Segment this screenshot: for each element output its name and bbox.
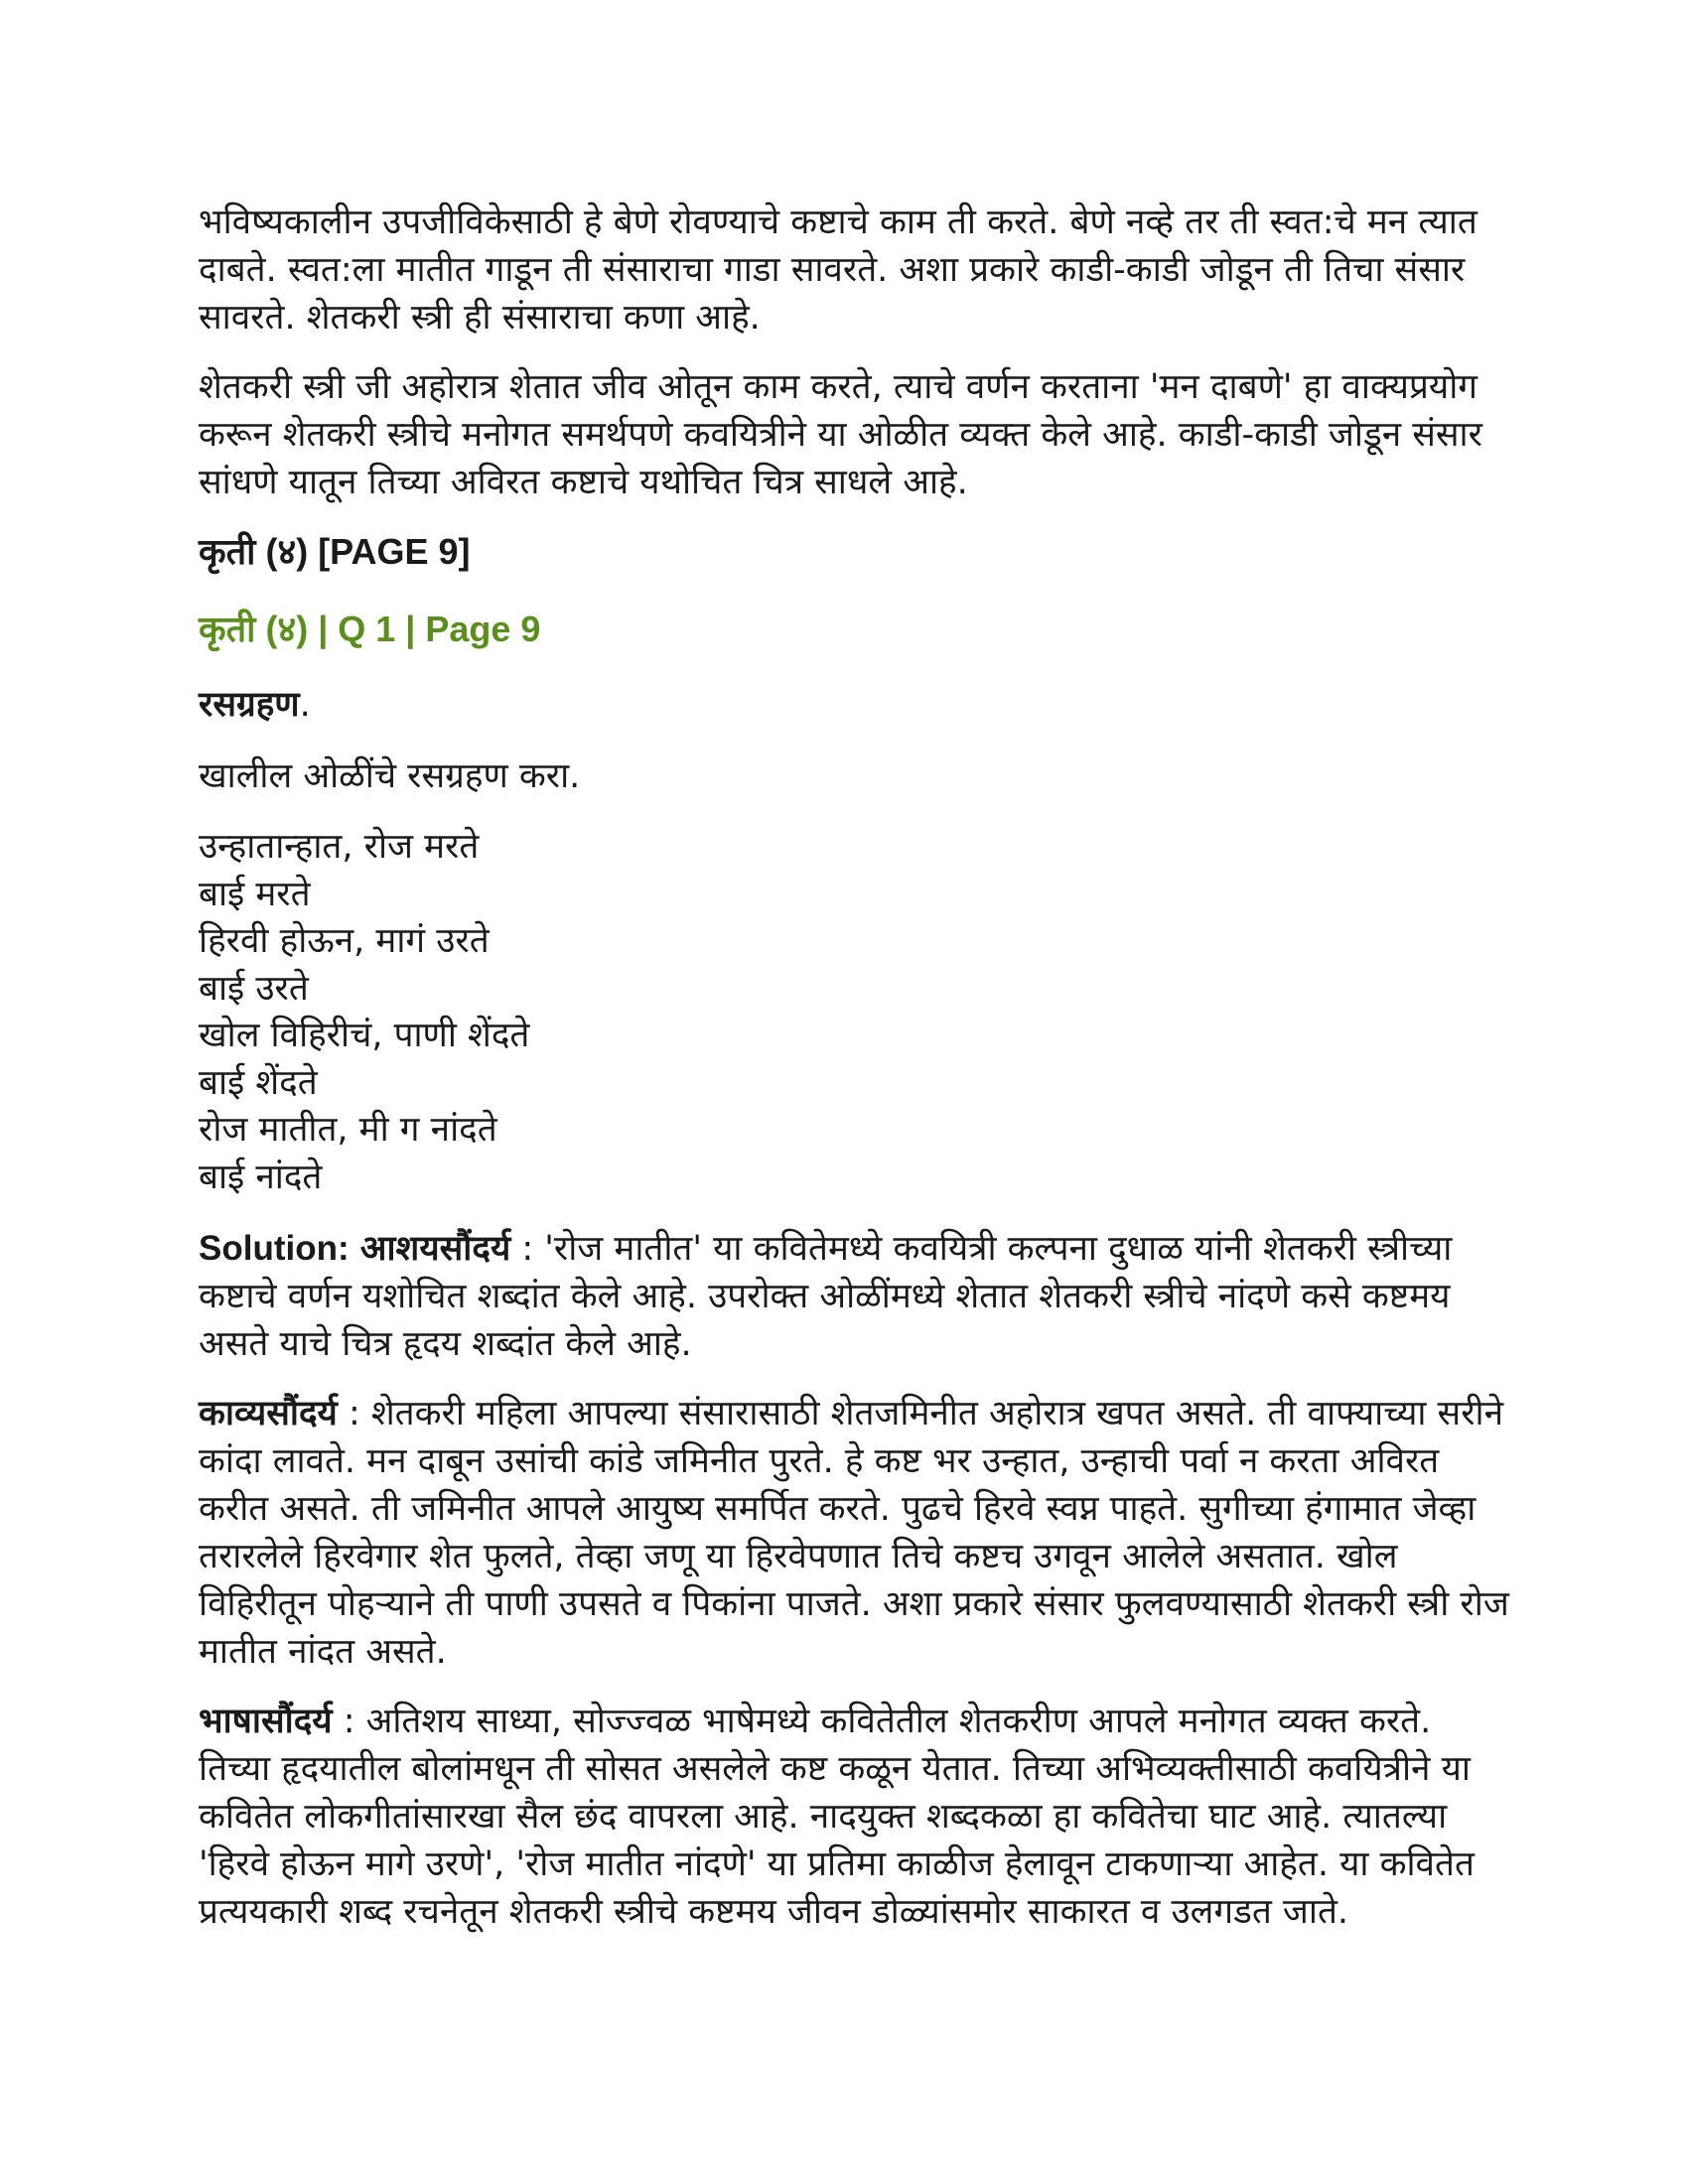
question-type: रसग्रहण [199, 685, 300, 725]
section-term-kavya: काव्यसौंदर्य [199, 1394, 338, 1433]
question-type-line [199, 681, 1509, 729]
solution-section-bhasha [199, 1698, 1509, 1936]
section-heading: कृती (४) [PAGE 9] [199, 531, 471, 572]
poem-line: उन्हातान्हात, रोज मरते [199, 827, 480, 867]
poem-line: बाई उरते [199, 968, 309, 1009]
question-heading: कृती (४) | Q 1 | Page 9 [199, 609, 541, 649]
instruction: खालील ओळींचे रसग्रहण करा. [199, 756, 581, 796]
poem-line: रोज मातीत, मी ग नांदते [199, 1110, 497, 1150]
section-term-ashay: आशयसौंदर्य [359, 1229, 511, 1269]
poem [199, 824, 1509, 1201]
section-text-ashay: : 'रोज मातीत' या कवितेमध्ये कवयित्री कल्पना दुधाळ यांनी शेतकरी स्त्रीच्या कष्टाचे वर्णन यशोचित शब्दांत केले आहे. उपरोक्त ओळींमध्ये शेतात शेतकरी स्त्रीचे नांदणे कसे कष्टमय असते याचे चित्र हृदय शब्दांत केले आहे. [199, 1229, 1453, 1364]
section-text-bhasha: : अतिशय साध्या, सोज्ज्वळ भाषेमध्ये कवितेतील शेतकरीण आपले मनोगत व्यक्त करते. तिच्या हृदयातील बोलांमधून ती सोसत असलेले कष्ट कळून येतात. तिच्या अभिव्यक्तीसाठी कवयित्रीने या कवितेत लोकगीतांसारखा सैल छंद वापरला आहे. नादयुक्त शब्दकळा हा कवितेचा घाट आहे. त्यातल्या 'हिरवे होऊन मागे उरणे', 'रोज मातीत नांदणे' या प्रतिमा काळीज हेलावून टाकणाऱ्या आहेत. या कवितेत प्रत्ययकारी शब्द रचनेतून शेतकरी स्त्रीचे कष्टमय जीवन डोळ्यांसमोर साकारत व उलगडत जाते. [199, 1702, 1475, 1932]
poem-line: खोल विहिरीचं, पाणी शेंदते [199, 1016, 530, 1055]
intro-paragraph-2: शेतकरी स्त्री जी अहोरात्र शेतात जीव ओतून काम करते, त्याचे वर्णन करताना 'मन दाबणे' हा वाक्यप्रयोग करून शेतकरी स्त्रीचे मनोगत समर्थपणे कवयित्रीने या ओळीत व्यक्त केले आहे. काडी-काडी जोडून संसार सांधणे यातून तिच्या अविरत कष्टाचे यथोचित चित्र साधले आहे. [199, 367, 1482, 502]
poem-line: बाई नांदते [199, 1157, 323, 1197]
poem-line: बाई शेंदते [199, 1062, 318, 1103]
document-content [199, 199, 1509, 1958]
poem-line: हिरवी होऊन, मागं उरते [199, 921, 490, 961]
question-type-suffix: . [299, 685, 311, 725]
poem-line: बाई मरते [199, 874, 311, 914]
intro-paragraph-1: भविष्यकालीन उपजीविकेसाठी हे बेणे रोवण्याचे कष्टाचे काम ती करते. बेणे नव्हे तर ती स्वत:चे मन त्यात दाबते. स्वत:ला मातीत गाडून ती संसाराचा गाडा सावरते. अशा प्रकारे काडी-काडी जोडून ती तिचा संसार सावरते. शेतकरी स्त्री ही संसाराचा कणा आहे. [199, 203, 1477, 338]
solution-section-kavya [199, 1390, 1509, 1676]
section-term-bhasha: भाषासौंदर्य [199, 1702, 333, 1741]
solution-label: Solution: [199, 1229, 350, 1268]
section-text-kavya: : शेतकरी महिला आपल्या संसारासाठी शेतजमिनीत अहोरात्र खपत असते. ती वाफ्याच्या सरीने कांदा लावते. मन दाबून उसांची कांडे जमिनीत पुरते. हे कष्ट भर उन्हात, उन्हाची पर्वा न करता अविरत करीत असते. ती जमिनीत आपले आयुष्य समर्पित करते. पुढचे हिरवे स्वप्न पाहते. सुगीच्या हंगामात जेव्हा तरारलेले हिरवेगार शेत फुलते, तेव्हा जणू या हिरवेपणात तिचे कष्टच उगवून आलेले असतात. खोल विहिरीतून पोहऱ्याने ती पाणी उपसते व पिकांना पाजते. अशा प्रकारे संसार फुलवण्यासाठी शेतकरी स्त्री रोज मातीत नांदत असते. [199, 1394, 1509, 1672]
solution-section-ashay [199, 1225, 1509, 1368]
